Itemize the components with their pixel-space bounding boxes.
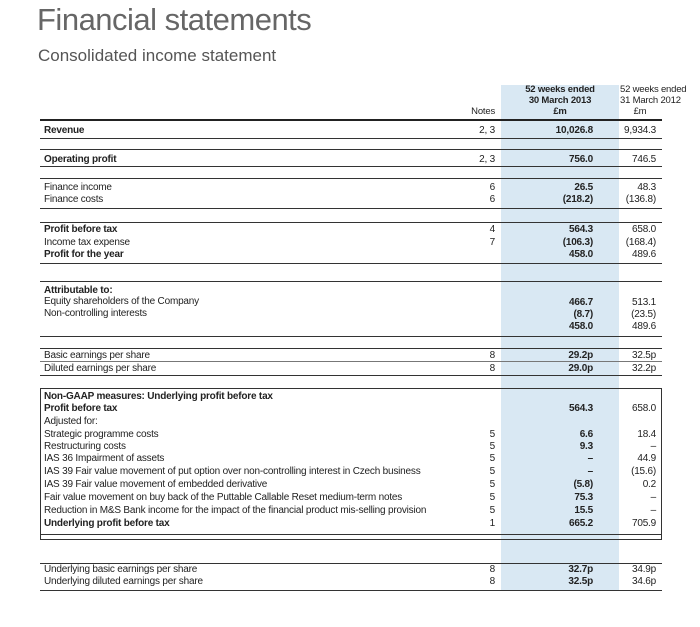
row-label: Fair value movement on buy back of the Puttable Callable Reset medium-term notes: [44, 492, 403, 503]
row-prior: (136.8): [625, 194, 656, 205]
row-label: Income tax expense: [44, 237, 130, 248]
prior-year-header-line2: 31 March 2012: [620, 95, 681, 106]
row-current: (8.7): [573, 309, 593, 320]
divider: [40, 208, 662, 209]
row-prior: (15.6): [631, 466, 656, 477]
row-note: 5: [489, 505, 495, 516]
divider: [40, 375, 662, 376]
row-note: 5: [489, 453, 495, 464]
row-prior: 705.9: [631, 518, 656, 529]
row-prior: –: [650, 492, 656, 503]
row-label: IAS 39 Fair value movement of put option over non-controlling interest in Czech business: [44, 466, 421, 477]
row-current: 756.0: [568, 154, 593, 165]
row-label: Profit before tax: [44, 224, 118, 235]
row-label: IAS 36 Impairment of assets: [44, 453, 165, 464]
row-note: 2, 3: [479, 154, 495, 165]
row-label: Profit for the year: [44, 249, 124, 260]
divider: [40, 149, 662, 150]
row-label: Profit before tax: [44, 403, 118, 414]
row-current: 458.0: [568, 321, 593, 332]
row-current: 9.3: [579, 441, 593, 452]
current-year-header-line1: 52 weeks ended: [525, 84, 595, 95]
row-prior: 489.6: [631, 249, 656, 260]
row-note: 8: [489, 576, 495, 587]
row-prior: 513.1: [631, 297, 656, 308]
divider: [40, 336, 662, 337]
row-prior: 0.2: [642, 479, 656, 490]
row-prior: 489.6: [631, 321, 656, 332]
row-current: 29.0p: [568, 363, 593, 374]
row-label: Diluted earnings per share: [44, 363, 157, 374]
row-prior: 658.0: [631, 224, 656, 235]
row-label: Finance costs: [44, 194, 104, 205]
row-label: Reduction in M&S Bank income for the impact of the financial product mis-selling provision: [44, 505, 427, 516]
row-current: 10,026.8: [555, 125, 593, 136]
divider: [40, 138, 662, 139]
row-label: Non-GAAP measures: Underlying profit before tax: [44, 391, 273, 402]
row-label: Strategic programme costs: [44, 429, 159, 440]
row-label: Revenue: [44, 125, 85, 136]
row-note: 5: [489, 492, 495, 503]
row-prior: 34.9p: [631, 564, 656, 575]
row-label: Underlying basic earnings per share: [44, 564, 198, 575]
row-prior: 658.0: [631, 403, 656, 414]
page-subtitle: Consolidated income statement: [38, 46, 277, 65]
divider: [40, 263, 662, 264]
divider: [40, 178, 662, 179]
row-current: 32.7p: [568, 564, 593, 575]
row-current: 26.5: [574, 182, 593, 193]
row-note: 8: [489, 350, 495, 361]
row-label: Underlying diluted earnings per share: [44, 576, 203, 587]
row-note: 6: [489, 194, 495, 205]
row-label: Operating profit: [44, 154, 117, 165]
current-year-header-line2: 30 March 2013: [528, 95, 592, 106]
divider: [40, 281, 662, 282]
row-label: Basic earnings per share: [44, 350, 150, 361]
row-current: 29.2p: [568, 350, 593, 361]
row-prior: –: [650, 505, 656, 516]
notes-header: Notes: [471, 106, 495, 117]
row-label: Restructuring costs: [44, 441, 126, 452]
divider: [40, 348, 662, 349]
header-rule: [40, 119, 662, 121]
page-title: Financial statements: [37, 2, 312, 37]
row-note: 2, 3: [479, 125, 495, 136]
row-current: 665.2: [568, 518, 593, 529]
row-prior: (23.5): [631, 309, 656, 320]
row-label: IAS 39 Fair value movement of embedded derivative: [44, 479, 268, 490]
prior-year-header-line1: 52 weeks ended: [620, 84, 687, 95]
row-note: 4: [489, 224, 495, 235]
row-note: 5: [489, 466, 495, 477]
divider: [40, 222, 662, 223]
row-current: –: [587, 466, 593, 477]
row-note: 1: [489, 518, 495, 529]
row-note: 7: [489, 237, 495, 248]
row-prior: –: [650, 441, 656, 452]
row-label: Attributable to:: [44, 285, 113, 296]
row-prior: (168.4): [625, 237, 656, 248]
row-prior: 48.3: [637, 182, 656, 193]
row-note: 5: [489, 479, 495, 490]
row-current: 466.7: [568, 297, 593, 308]
row-current: 458.0: [568, 249, 593, 260]
row-label: Equity shareholders of the Company: [44, 296, 199, 307]
row-label: Non-controlling interests: [44, 308, 147, 319]
prior-year-unit: £m: [633, 106, 647, 117]
row-current: (5.8): [573, 479, 593, 490]
row-note: 5: [489, 441, 495, 452]
row-current: 15.5: [574, 505, 593, 516]
divider: [40, 534, 662, 535]
bottom-rule: [40, 590, 662, 591]
row-current: (106.3): [562, 237, 593, 248]
row-current: 32.5p: [568, 576, 593, 587]
row-current: –: [587, 453, 593, 464]
row-note: 6: [489, 182, 495, 193]
row-prior: 9,934.3: [624, 125, 656, 136]
row-current: 6.6: [579, 429, 593, 440]
row-note: 5: [489, 429, 495, 440]
row-current: (218.2): [562, 194, 593, 205]
row-prior: 34.6p: [631, 576, 656, 587]
current-year-unit: £m: [553, 106, 567, 117]
income-statement-table: [40, 84, 687, 593]
row-prior: 18.4: [637, 429, 656, 440]
row-note: 8: [489, 564, 495, 575]
divider: [40, 166, 662, 167]
row-current: 75.3: [574, 492, 593, 503]
row-current: 564.3: [568, 403, 593, 414]
row-label: Adjusted for:: [44, 416, 98, 427]
row-note: 8: [489, 363, 495, 374]
row-current: 564.3: [568, 224, 593, 235]
row-prior: 32.2p: [631, 363, 656, 374]
row-prior: 746.5: [631, 154, 656, 165]
row-label: Finance income: [44, 182, 112, 193]
row-prior: 44.9: [637, 453, 656, 464]
row-prior: 32.5p: [631, 350, 656, 361]
row-label: Underlying profit before tax: [44, 518, 170, 529]
